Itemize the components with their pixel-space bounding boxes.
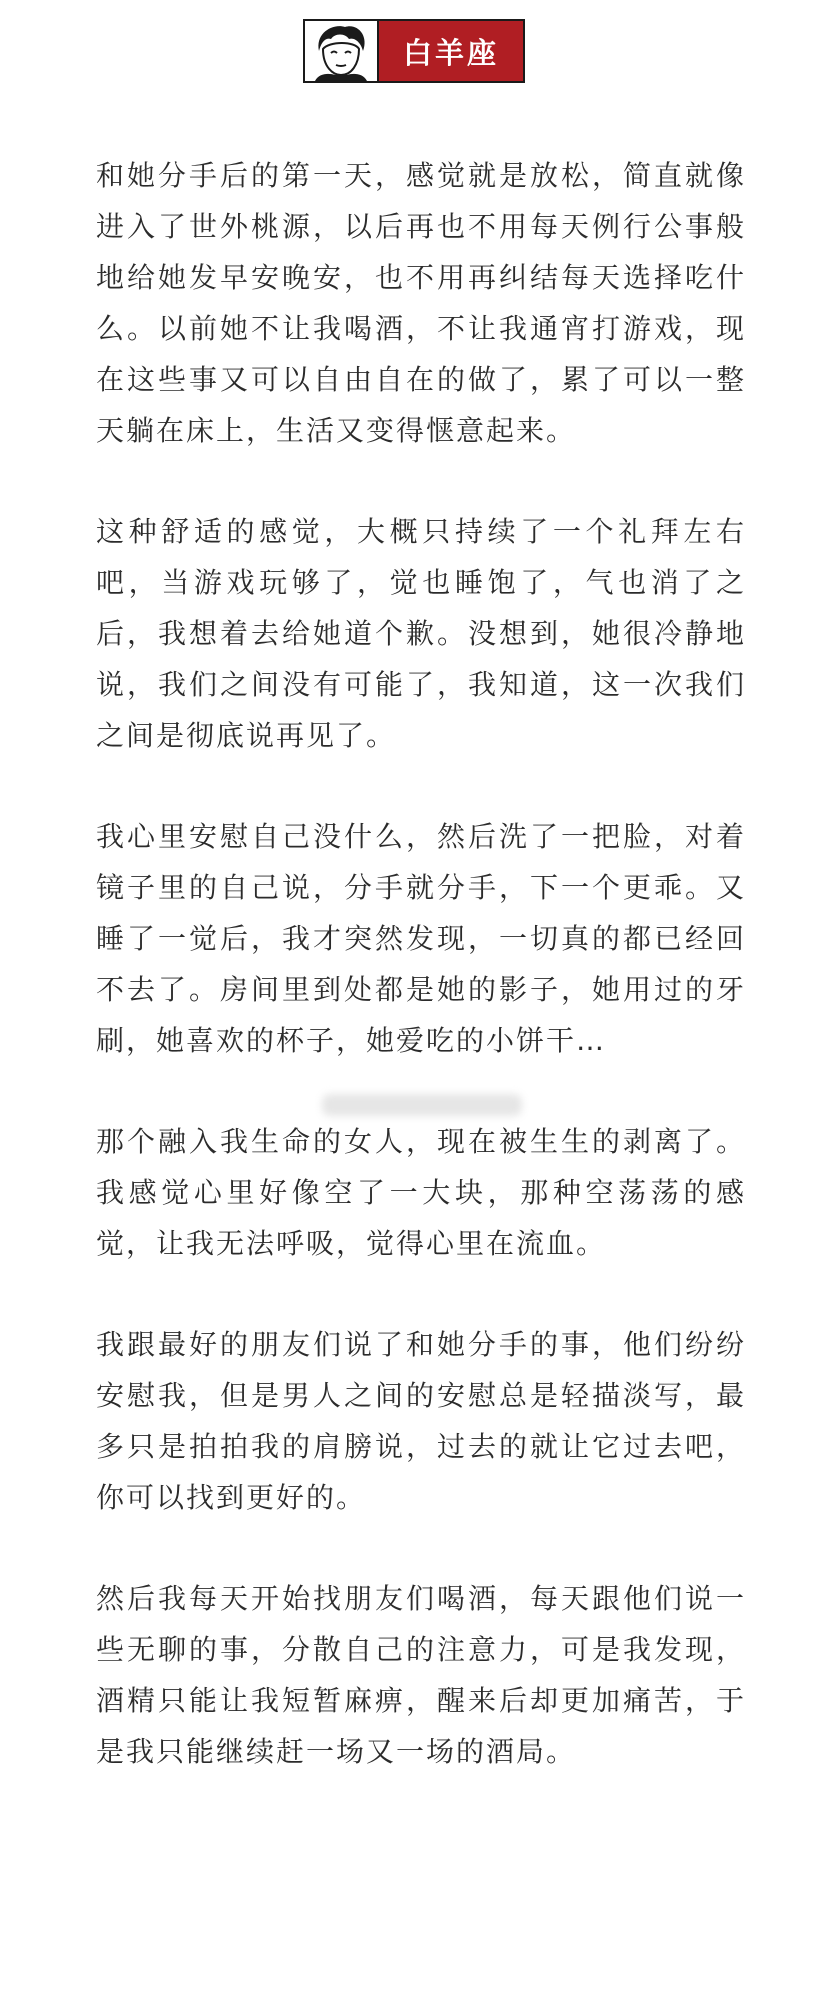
paragraph-2: 这种舒适的感觉，大概只持续了一个礼拜左右吧，当游戏玩够了，觉也睡饱了，气也消了之后，我想着去给她道个歉。没想到，她很冷静地说，我们之间没有可能了，我知道，这一次我们之间是彻底说再见了。 bbox=[96, 515, 746, 752]
paragraph-1: 和她分手后的第一天，感觉就是放松，简直就像进入了世外桃源，以后再也不用每天例行公事般地给她发早安晚安，也不用再纠结每天选择吃什么。以前她不让我喝酒，不让我通宵打游戏，现在这些事又可以自由自在的做了，累了可以一整天躺在床上，生活又变得惬意起来。 bbox=[96, 159, 746, 447]
paragraph-5: 我跟最好的朋友们说了和她分手的事，他们纷纷安慰我，但是男人之间的安慰总是轻描淡写，最多只是拍拍我的肩膀说，过去的就让它过去吧，你可以找到更好的。 bbox=[96, 1328, 746, 1514]
paragraph-4: 那个融入我生命的女人，现在被生生的剥离了。我感觉心里好像空了一大块，那种空荡荡的感觉，让我无法呼吸，觉得心里在流血。 bbox=[96, 1125, 746, 1260]
cartoon-face-icon bbox=[305, 21, 379, 81]
zodiac-title: 白羊座 bbox=[379, 21, 523, 81]
paragraph-3: 我心里安慰自己没什么，然后洗了一把脸，对着镜子里的自己说，分手就分手，下一个更乖。又睡了一觉后，我才突然发现，一切真的都已经回不去了。房间里到处都是她的影子，她用过的牙刷，她喜欢的杯子，她爱吃的小饼干… bbox=[96, 820, 746, 1057]
header bbox=[0, 16, 828, 86]
paragraph-6: 然后我每天开始找朋友们喝酒，每天跟他们说一些无聊的事，分散自己的注意力，可是我发现，酒精只能让我短暂麻痹，醒来后却更加痛苦，于是我只能继续赶一场又一场的酒局。 bbox=[96, 1582, 746, 1768]
watermark-smudge bbox=[322, 1094, 522, 1116]
zodiac-badge bbox=[303, 19, 525, 83]
article-body bbox=[96, 150, 746, 1827]
